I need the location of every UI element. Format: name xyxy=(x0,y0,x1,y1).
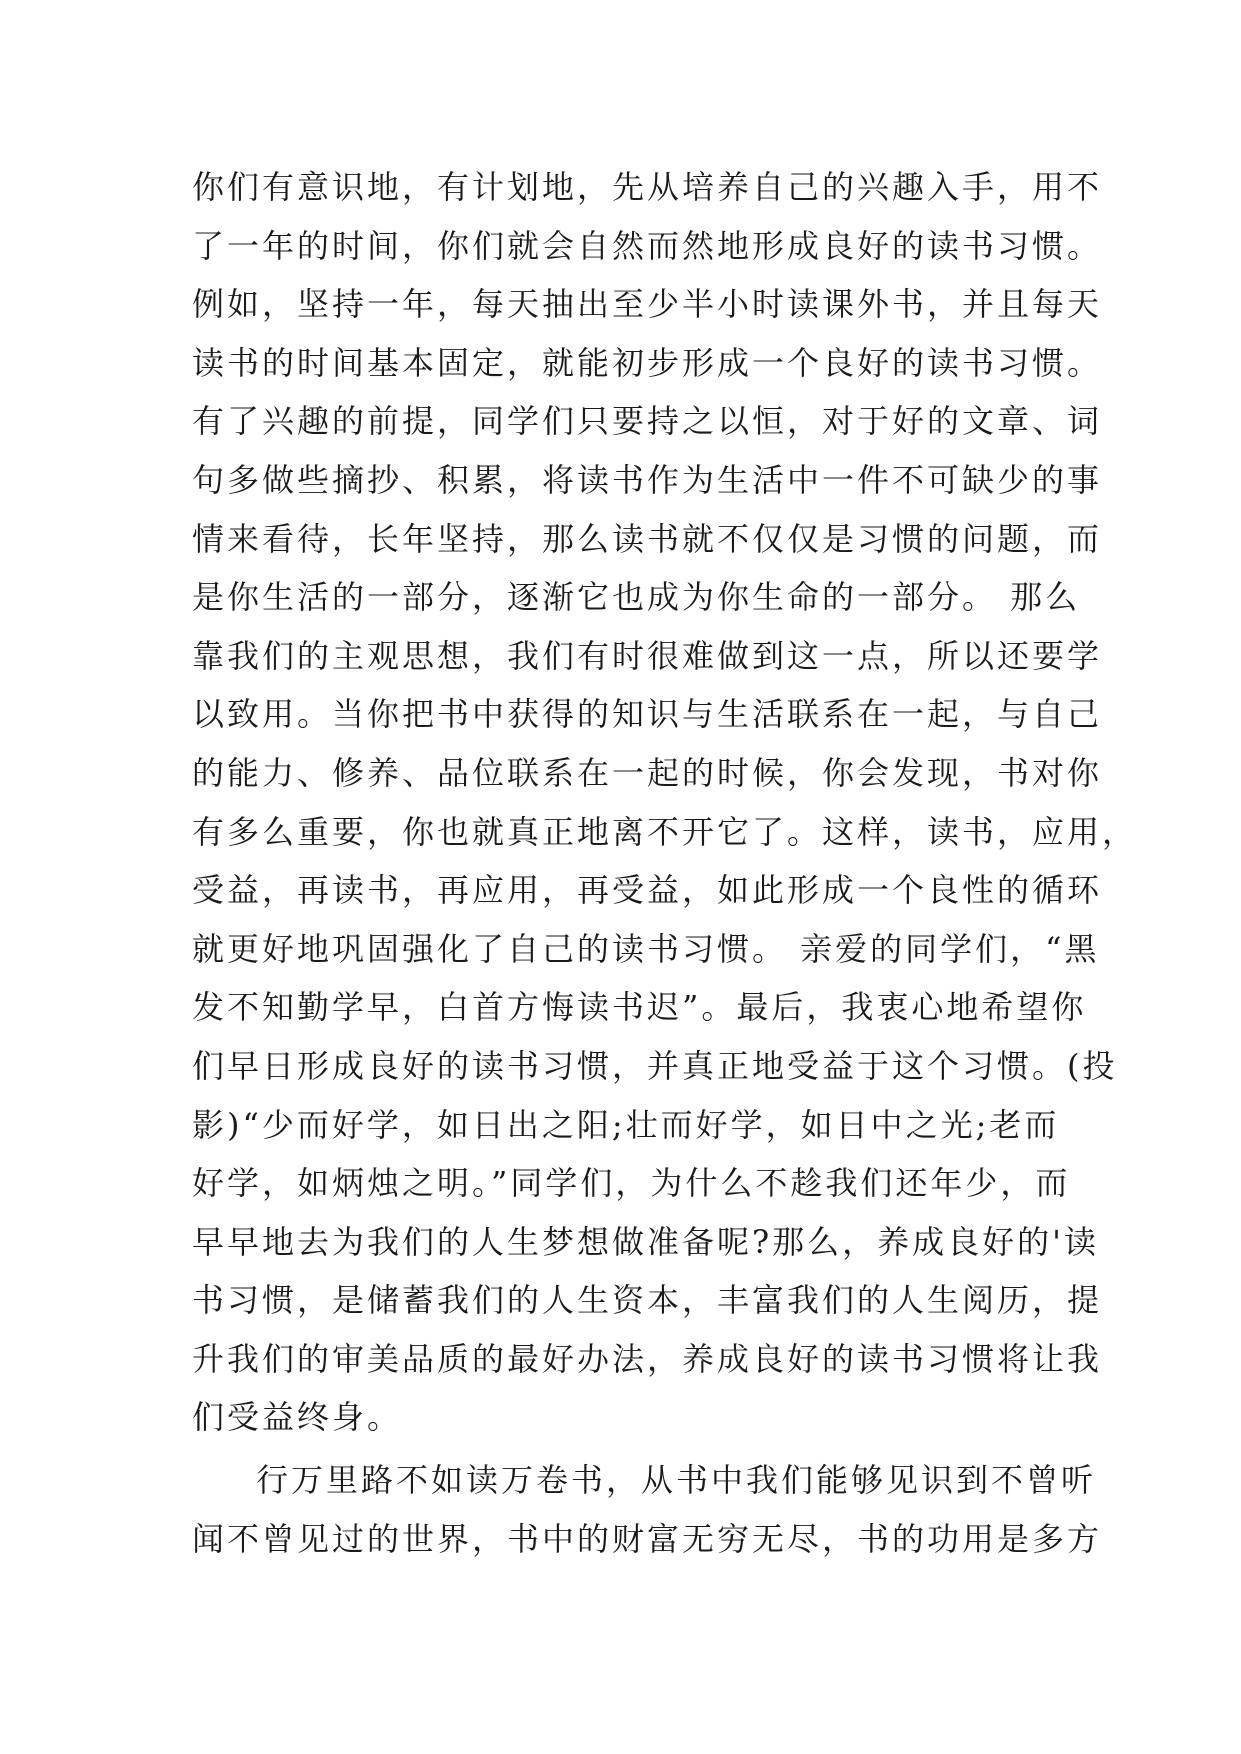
text-line: 就更好地巩固强化了自己的读书习惯。 亲爱的同学们，“黑 xyxy=(192,929,1100,968)
text-line: 以致用。当你把书中获得的知识与生活联系在一起，与自己 xyxy=(192,695,1103,734)
text-line: 你们有意识地，有计划地，先从培养自己的兴趣入手，用不 xyxy=(192,168,1103,206)
text-line: 们早日形成良好的读书习惯，并真正地受益于这个习惯。(投 xyxy=(192,1046,1118,1085)
text-line: 情来看待，长年坚持，那么读书就不仅仅是习惯的问题，而 xyxy=(192,519,1103,558)
text-line: 书习惯，是储蓄我们的人生资本，丰富我们的人生阅历，提 xyxy=(192,1281,1103,1320)
text-line: 好学，如炳烛之明。”同学们，为什么不趁我们还年少，而 xyxy=(192,1164,1071,1203)
text-line: 升我们的审美品质的最好办法，养成良好的读书习惯将让我 xyxy=(192,1339,1103,1378)
text-line: 有多么重要，你也就真正地离不开它了。这样，读书，应用， xyxy=(192,812,1138,851)
text-line: 有了兴趣的前提，同学们只要持之以恒，对于好的文章、词 xyxy=(192,402,1103,441)
paragraph xyxy=(192,158,1138,1447)
text-line: 早早地去为我们的人生梦想做准备呢?那么，养成良好的'读 xyxy=(192,1222,1099,1261)
text-line: 们受益终身。 xyxy=(192,1398,403,1437)
text-line: 发不知勤学早，白首方悔读书迟”。最后，我衷心地希望你 xyxy=(192,988,1087,1027)
text-line: 的能力、修养、品位联系在一起的时候，你会发现，书对你 xyxy=(192,753,1103,792)
text-line: 句多做些摘抄、积累，将读书作为生活中一件不可缺少的事 xyxy=(192,460,1103,499)
text-line: 行万里路不如读万卷书，从书中我们能够见识到不曾听 xyxy=(256,1461,1097,1500)
text-line: 读书的时间基本固定，就能初步形成一个良好的读书习惯。 xyxy=(192,343,1103,382)
text-line: 闻不曾见过的世界，书中的财富无穷无尽，书的功用是多方 xyxy=(192,1519,1103,1558)
text-line: 影)“少而好学，如日出之阳;壮而好学，如日中之光;老而 xyxy=(192,1105,1060,1144)
text-line: 是你生活的一部分，逐渐它也成为你生命的一部分。 那么 xyxy=(192,578,1081,617)
text-line: 靠我们的主观思想，我们有时很难做到这一点，所以还要学 xyxy=(192,636,1103,675)
text-line: 受益，再读书，再应用，再受益，如此形成一个良性的循环 xyxy=(192,871,1103,910)
text-line: 例如，坚持一年，每天抽出至少半小时读课外书，并且每天 xyxy=(192,285,1103,324)
document-body xyxy=(192,158,1138,1568)
paragraph xyxy=(192,1451,1103,1568)
text-line: 了一年的时间，你们就会自然而然地形成良好的读书习惯。 xyxy=(192,226,1103,265)
